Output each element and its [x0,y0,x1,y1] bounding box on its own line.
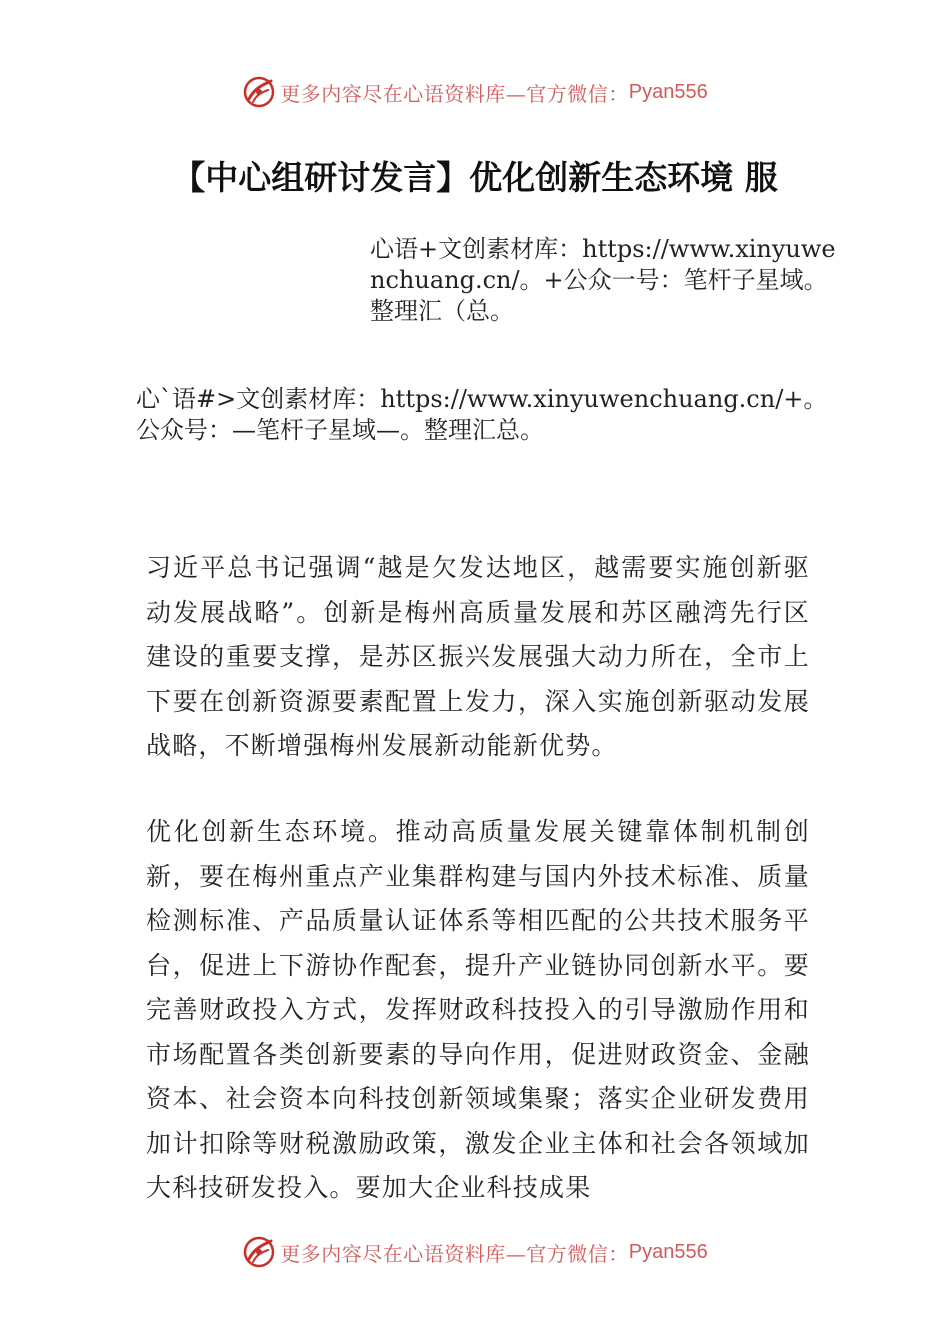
source-note-2: 心`语#>文创素材库：https://www.xinyuwenchuang.cn/+。公众号：—笔杆子星域—。整理汇总。 [136,385,828,444]
document-title: 【中心组研讨发言】优化创新生态环境 服 [172,158,778,197]
header-banner [0,72,950,112]
body-paragraph-2: 优化创新生态环境。推动高质量发展关键靠体制机制创新，要在梅州重点产业集群构建与国内外技术标准、质量检测标准、产品质量认证体系等相匹配的公共技术服务平台，促进上下游协作配套，提升产业链协同创新水平。要完善财政投入方式，发挥财政科技投入的引导激励作用和市场配置各类创新要素的导向作用，促进财政资金、金融资本、社会资本向科技创新领域集聚；落实企业研发费用加计扣除等财税激励政策，激发企业主体和社会各领域加大科技研发投入。要加大企业科技成果 [146,817,810,1202]
seal-logo-icon [242,75,276,109]
banner-text: 更多内容尽在心语资料库—官方微信： [280,1241,629,1266]
wechat-id: Pyan556 [628,80,708,103]
footer-banner [0,1232,950,1272]
wechat-id: Pyan556 [628,1240,708,1263]
banner-text: 更多内容尽在心语资料库—官方微信： [280,81,629,106]
seal-logo-icon [242,1235,276,1269]
source-note-1: 心语+文创素材库：https://www.xinyuwenchuang.cn/。+公众一号：笔杆子星域。整理汇（总。 [370,235,836,325]
body-paragraph-1: 习近平总书记强调“越是欠发达地区，越需要实施创新驱动发展战略”。创新是梅州高质量发展和苏区融湾先行区建设的重要支撑，是苏区振兴发展强大动力所在，全市上下要在创新资源要素配置上发力，深入实施创新驱动发展战略，不断增强梅州发展新动能新优势。 [146,553,810,760]
